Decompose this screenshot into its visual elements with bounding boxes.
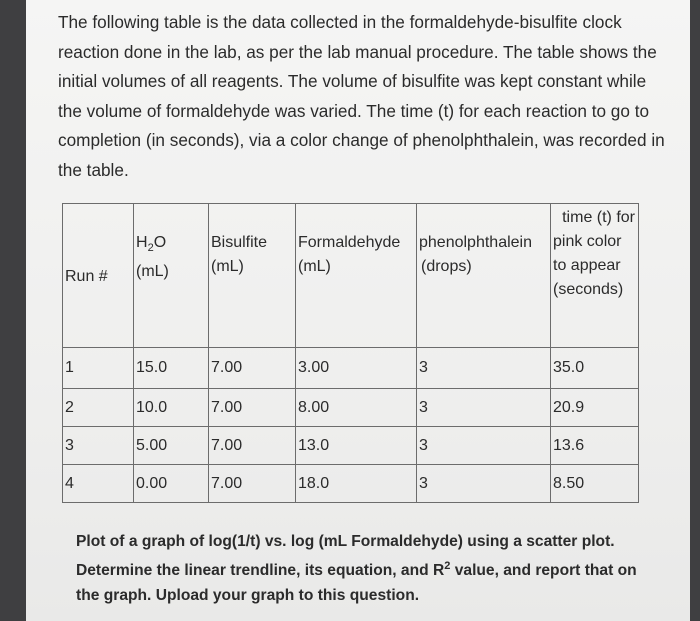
header-time: time (t) for pink color to appear (seconds)	[551, 204, 639, 348]
cell-h2o: 5.00	[134, 427, 209, 465]
table-header-row	[63, 204, 639, 348]
task-instructions: Plot of a graph of log(1/t) vs. log (mL Formaldehyde) using a scatter plot. Determine the linear trendline, its equation, and $R^2$ value, and report that on the graph. Upload your graph to this question.	[76, 533, 637, 604]
header-formaldehyde: Formaldehyde (mL)	[296, 204, 417, 348]
table-row	[63, 389, 639, 427]
cell-run: 1	[63, 348, 134, 389]
cell-formaldehyde: 3.00	[296, 348, 417, 389]
cell-run: 3	[63, 427, 134, 465]
table-row	[63, 348, 639, 389]
table-row	[63, 427, 639, 465]
cell-phenolphthalein: 3	[417, 348, 551, 389]
cell-run: 4	[63, 465, 134, 503]
header-run: Run #	[63, 204, 134, 348]
cell-time: 35.0	[551, 348, 639, 389]
table-row	[63, 465, 639, 503]
cell-formaldehyde: 13.0	[296, 427, 417, 465]
cell-formaldehyde: 18.0	[296, 465, 417, 503]
cell-h2o: 10.0	[134, 389, 209, 427]
header-phenolphthalein: phenolphthalein (drops)	[417, 204, 551, 348]
cell-time: 20.9	[551, 389, 639, 427]
cell-bisulfite: 7.00	[209, 389, 296, 427]
cell-phenolphthalein: 3	[417, 427, 551, 465]
header-bisulfite: Bisulfite (mL)	[209, 204, 296, 348]
cell-phenolphthalein: 3	[417, 389, 551, 427]
intro-paragraph: The following table is the data collected in the formaldehyde-bisulfite clock reaction done in the lab, as per the lab manual procedure. The table shows the initial volumes of all reagents. The volume of bisulfite was kept constant while the volume of formaldehyde was varied. The time (t) for each reaction to go to completion (in seconds), via a color change of phenolphthalein, was recorded in the table.	[58, 12, 665, 180]
cell-h2o: 0.00	[134, 465, 209, 503]
cell-time: 13.6	[551, 427, 639, 465]
cell-time: 8.50	[551, 465, 639, 503]
header-h2o: $H_2O$ (mL)	[134, 204, 209, 348]
cell-bisulfite: 7.00	[209, 427, 296, 465]
cell-bisulfite: 7.00	[209, 348, 296, 389]
cell-h2o: 15.0	[134, 348, 209, 389]
cell-formaldehyde: 8.00	[296, 389, 417, 427]
data-table	[62, 203, 639, 503]
cell-bisulfite: 7.00	[209, 465, 296, 503]
cell-phenolphthalein: 3	[417, 465, 551, 503]
cell-run: 2	[63, 389, 134, 427]
